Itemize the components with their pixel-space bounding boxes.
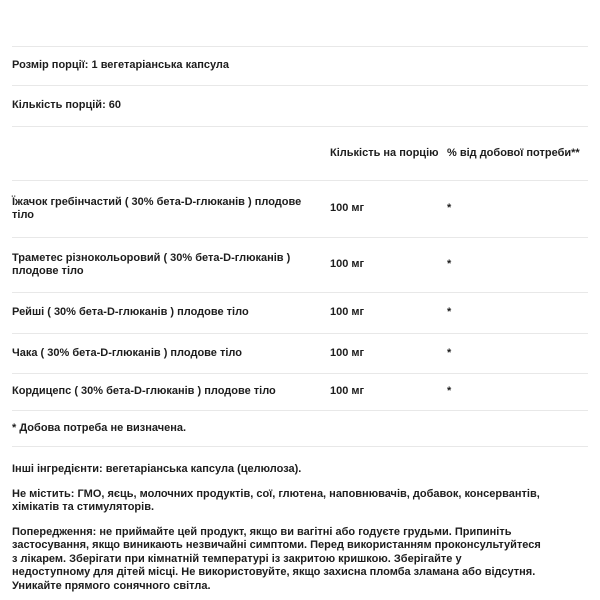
free-from-paragraph: Не містить: ГМО, яєць, молочних продуктів, сої, глютена, наповнювачів, добавок, консервантів, хімікатів та стимуляторів. [12, 487, 540, 513]
servings-count-row [12, 85, 588, 126]
ingredient-name: Їжачок гребінчастий ( 30% бета-D-глюканів ) плодове тіло [12, 195, 302, 221]
ingredient-amount: 100 мг [330, 258, 365, 271]
table-row [12, 333, 588, 373]
serving-size-text: Розмір порції: 1 вегетаріанська капсула [12, 59, 230, 72]
ingredient-daily-value: * [447, 346, 452, 359]
serving-size-row [12, 46, 588, 85]
ingredient-amount: 100 мг [330, 306, 365, 319]
table-header-row [12, 126, 588, 180]
daily-value-footnote: * Добова потреба не визначена. [12, 421, 187, 434]
ingredient-daily-value: * [447, 306, 452, 319]
table-row [12, 373, 588, 410]
supplement-facts-table [12, 46, 588, 447]
ingredient-daily-value: * [447, 385, 452, 398]
ingredient-name: Траметес різнокольоровий ( 30% бета-D-глюканів ) плодове тіло [12, 251, 291, 277]
ingredient-name: Рейші ( 30% бета-D-глюканів ) плодове тіло [12, 306, 249, 319]
ingredient-amount: 100 мг [330, 202, 365, 215]
ingredient-daily-value: * [447, 258, 452, 271]
header-daily-value: % від добової потреби** [447, 146, 580, 159]
details-section [12, 447, 588, 593]
ingredient-amount: 100 мг [330, 346, 365, 359]
header-amount-per-serving: Кількість на порцію [330, 146, 439, 159]
ingredient-name: Чака ( 30% бета-D-глюканів ) плодове тіло [12, 346, 242, 359]
other-ingredients-paragraph: Інші інгредієнти: вегетаріанська капсула (целюлоза). [12, 463, 302, 475]
table-row [12, 180, 588, 237]
warning-paragraph: Попередження: не приймайте цей продукт, якщо ви вагітні або годуєте грудьми. Припиніть застосування, якщо виникають незвичайні симптоми. Перед використанням проконсультуйтеся з лікарем. Зберігати при кімнатній температурі із закритою кришкою. Зберігайте у недоступному для дітей місці. Не використовуйте, якщо захисна пломба зламана або відсутня. Уникайте прямого сонячного світла. [12, 525, 541, 592]
ingredient-daily-value: * [447, 202, 452, 215]
servings-count-text: Кількість порцій: 60 [12, 99, 122, 112]
table-row [12, 237, 588, 292]
daily-value-footnote-row [12, 410, 588, 447]
ingredient-amount: 100 мг [330, 385, 365, 398]
table-row [12, 292, 588, 333]
ingredient-name: Кордицепс ( 30% бета-D-глюканів ) плодове тіло [12, 385, 276, 398]
